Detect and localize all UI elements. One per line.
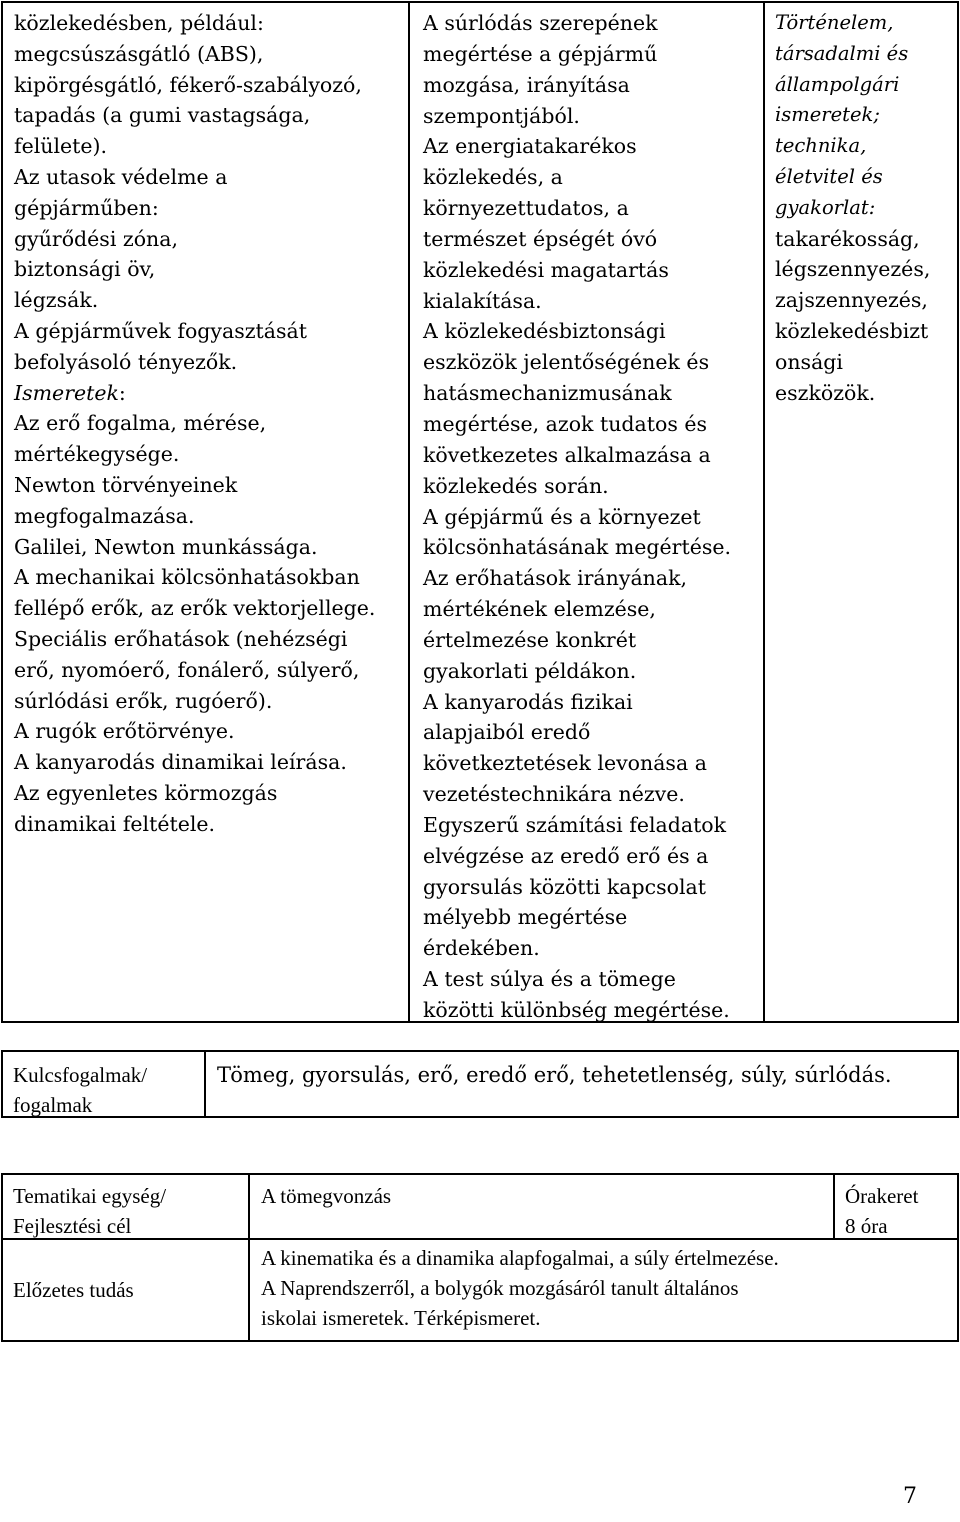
text-line: közötti különbség megértése. <box>423 998 730 1022</box>
text-line: Történelem, <box>775 11 894 34</box>
prior-knowledge-label: Előzetes tudás <box>13 1278 134 1302</box>
key-concepts-label: Kulcsfogalmak/ fogalmak <box>13 1063 148 1117</box>
text-line: Galilei, Newton munkássága. <box>14 534 318 559</box>
text-line: technika, <box>775 134 867 158</box>
knowledge-text-upper <box>14 8 375 378</box>
text-line: Az utasok védelme a <box>14 164 228 189</box>
text-line: társadalmi és <box>775 41 909 65</box>
text-line: ismeretek; <box>775 103 880 127</box>
text-line: gyakorlati példákon. <box>423 658 637 683</box>
text-line: közlekedési magatartás <box>423 257 669 282</box>
text-line: A rugók erőtörvénye. <box>14 719 235 744</box>
connections-column <box>775 8 930 408</box>
text-line: gyűrődési zóna, <box>14 226 178 251</box>
text-line: A gépjármű és a környezet <box>423 504 701 529</box>
text-line: kipörgésgátló, fékerő-szabályozó, <box>14 72 362 97</box>
text-line: légszennyezés, <box>775 257 931 282</box>
text-line: vezetéstechnikára nézve. <box>423 782 685 807</box>
text-line: felülete). <box>14 134 108 159</box>
text-line: megcsúszásgátló (ABS), <box>14 41 264 66</box>
column-divider <box>248 1175 250 1340</box>
text-line: szempontjából. <box>423 103 580 128</box>
text-line: biztonsági öv, <box>14 257 156 282</box>
text-line: A test súlya és a tömege <box>423 967 676 992</box>
text-line: tapadás (a gumi vastagsága, <box>14 103 311 128</box>
text-line: A kinematika és a dinamika alapfogalmai, a súly értelmezése. <box>261 1246 779 1270</box>
page-number: 7 <box>903 1484 917 1509</box>
text-line: A mechanikai kölcsönhatásokban <box>14 565 360 590</box>
text-line: mértékegysége. <box>14 442 180 467</box>
text-line: érdekében. <box>423 936 540 961</box>
text-line: környezettudatos, a <box>423 196 629 221</box>
text-line: közlekedésben, például: <box>14 11 264 35</box>
thematic-unit-table <box>1 1173 959 1342</box>
development-goals-column <box>423 8 731 1026</box>
text-line: állampolgári <box>775 72 900 96</box>
text-line: közlekedés során. <box>423 473 609 498</box>
text-line: dinamikai feltétele. <box>14 811 216 836</box>
text-line: takarékosság, <box>775 226 920 251</box>
column-divider <box>204 1052 206 1116</box>
text-line: eszközök. <box>775 380 876 405</box>
text-line: közlekedés, a <box>423 165 563 190</box>
text-line: Az erőhatások irányának, <box>423 566 688 591</box>
text-line: következetes alkalmazása a <box>423 442 711 467</box>
text-line: légzsák. <box>14 288 99 313</box>
column-divider <box>833 1175 835 1238</box>
text-line: onsági <box>775 349 843 374</box>
text-line: Newton törvényeinek <box>14 472 238 497</box>
text-line: fellépő erők, az erők vektorjellege. <box>14 596 376 621</box>
text-line: mértékének elemzése, <box>423 597 656 622</box>
text-line: A kanyarodás dinamikai leírása. <box>14 750 347 775</box>
text-line: megértése, azok tudatos és <box>423 411 708 436</box>
text-line: A gépjárművek fogyasztását <box>14 318 307 343</box>
ismeretek-heading: Ismeretek: <box>14 380 126 405</box>
text-line: gépjárműben: <box>14 195 159 220</box>
development-goals-text <box>423 8 731 1026</box>
text-line: gyakorlat: <box>775 195 876 219</box>
text-line: zajszennyezés, <box>775 288 928 313</box>
text-line: A kanyarodás fizikai <box>423 689 633 714</box>
text-line: kialakítása. <box>423 288 542 313</box>
text-line: megfogalmazása. <box>14 503 195 528</box>
text-line: alapjaiból eredő <box>423 720 591 745</box>
text-line: mozgása, irányítása <box>423 72 630 97</box>
text-line: erő, nyomóerő, fonálerő, súlyerő, <box>14 657 360 682</box>
text-line: életvitel és <box>775 164 883 188</box>
content-table <box>1 1 959 1023</box>
knowledge-text-lower <box>14 408 375 839</box>
thematic-unit-label: Tematikai egység/ Fejlesztési cél <box>13 1184 167 1238</box>
knowledge-column <box>14 8 375 840</box>
text-line: A Naprendszerről, a bolygók mozgásáról tanult általános <box>261 1276 739 1300</box>
text-line: következtetések levonása a <box>423 751 707 776</box>
text-line: természet épségét óvó <box>423 226 658 251</box>
text-line: iskolai ismeretek. Térképismeret. <box>261 1306 541 1330</box>
text-line: elvégzése az eredő erő és a <box>423 843 709 868</box>
text-line: súrlódási erők, rugóerő). <box>14 688 273 713</box>
text-line: gyorsulás közötti kapcsolat <box>423 874 706 899</box>
key-concepts-value: Tömeg, gyorsulás, erő, eredő erő, tehetetlenség, súly, súrlódás. <box>217 1063 892 1087</box>
hours-cell: Órakeret 8 óra <box>845 1184 919 1238</box>
text-line: megértése a gépjármű <box>423 41 658 66</box>
key-concepts-table <box>1 1050 959 1118</box>
column-divider <box>763 3 765 1021</box>
text-line: mélyebb megértése <box>423 905 628 930</box>
text-line: közlekedésbizt <box>775 318 929 343</box>
text-line: A súrlódás szerepének <box>423 11 658 35</box>
text-line: kölcsönhatásának megértése. <box>423 535 732 560</box>
unit-title: A tömegvonzás <box>261 1184 392 1208</box>
text-line: befolyásoló tényezők. <box>14 349 238 374</box>
text-line: Az energiatakarékos <box>423 134 637 159</box>
text-line: hatásmechanizmusának <box>423 381 672 406</box>
subject-connections <box>775 8 930 224</box>
column-divider <box>408 3 410 1021</box>
text-line: Az egyenletes körmozgás <box>14 780 278 805</box>
text-line: eszközök jelentőségének és <box>423 350 710 375</box>
text-line: Egyszerű számítási feladatok <box>423 812 727 837</box>
text-line: Az erő fogalma, mérése, <box>14 411 267 436</box>
text-line: Speciális erőhatások (nehézségi <box>14 626 348 651</box>
text-line: A közlekedésbiztonsági <box>423 319 666 344</box>
text-line: értelmezése konkrét <box>423 627 637 652</box>
connection-topics <box>775 224 930 409</box>
prior-knowledge-text <box>261 1243 779 1333</box>
